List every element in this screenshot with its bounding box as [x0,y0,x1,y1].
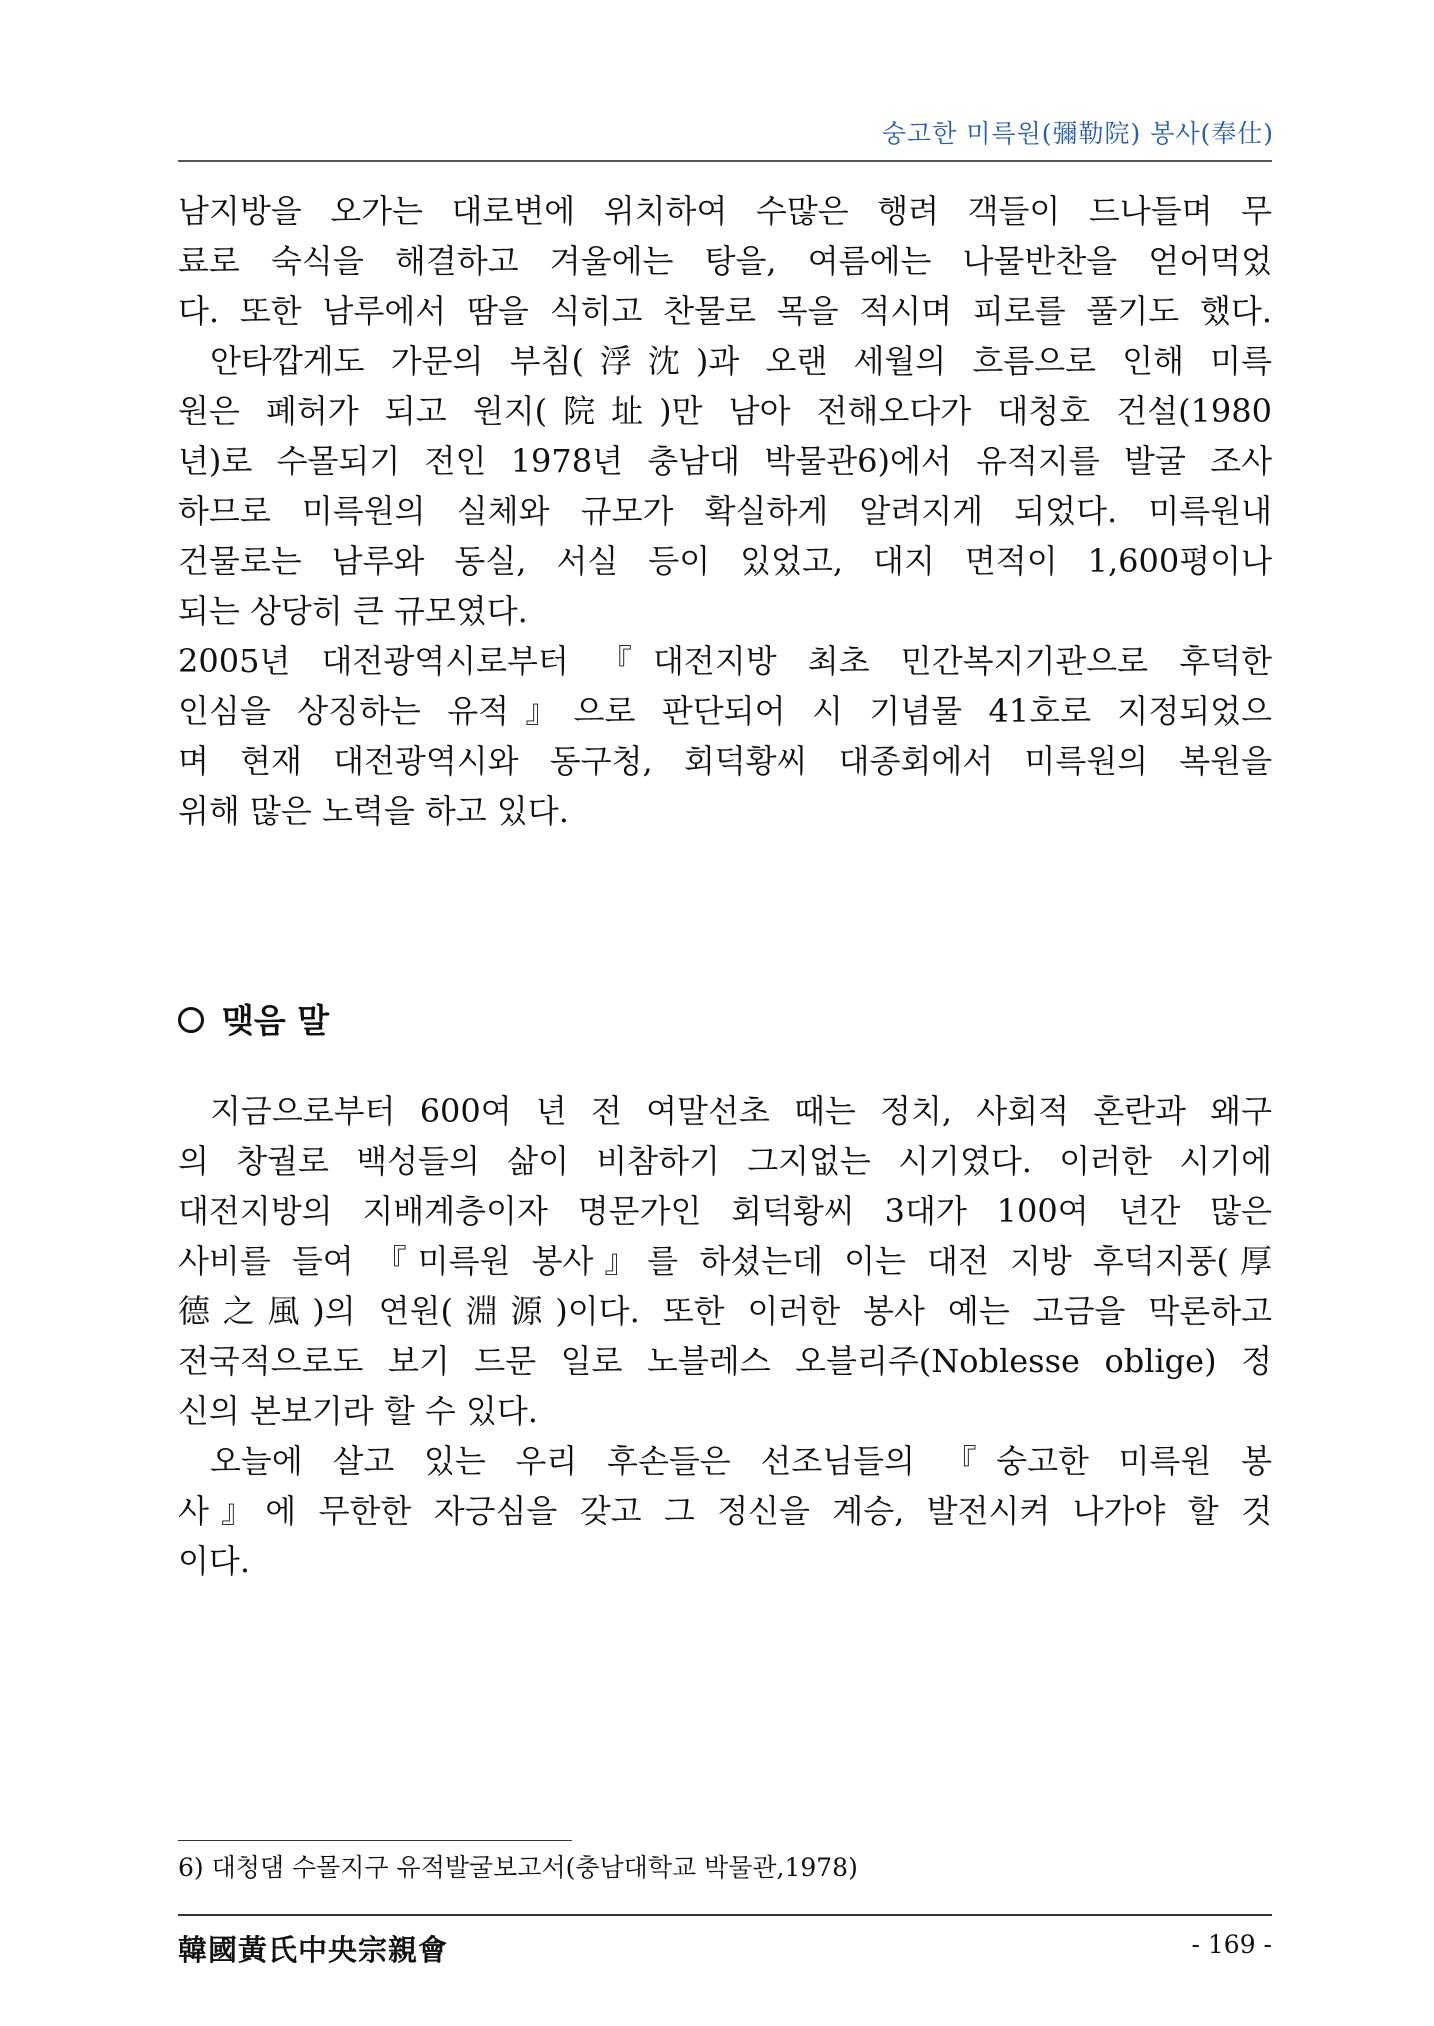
text-line: 인심을 상징하는 유적』으로 판단되어 시 기념물 41호로 지정되었으 [178,692,1272,730]
text-line: 며 현재 대전광역시와 동구청, 회덕황씨 대종회에서 미륵원의 복원을 [178,742,1272,780]
section-heading-text: 맺음 말 [222,1001,330,1040]
text-line: 지금으로부터 600여 년 전 여말선초 때는 정치, 사회적 혼란과 왜구 [210,1092,1272,1130]
text-line: 안타깝게도 가문의 부침(浮沈)과 오랜 세월의 흐름으로 인해 미륵 [210,342,1272,380]
footer-divider [178,1914,1272,1916]
text-line: 대전지방의 지배계층이자 명문가인 회덕황씨 3대가 100여 년간 많은 [178,1192,1272,1230]
text-line: 료로 숙식을 해결하고 겨울에는 탕을, 여름에는 나물반찬을 얻어먹었 [178,242,1272,280]
text-line: 신의 본보기라 할 수 있다. [178,1392,538,1430]
text-line: 사비를 들여 『미륵원 봉사』를 하셨는데 이는 대전 지방 후덕지풍(厚 [178,1242,1272,1280]
text-line: 오늘에 살고 있는 우리 후손들은 선조님들의 『숭고한 미륵원 봉 [210,1442,1272,1480]
text-line: 의 창궐로 백성들의 삶이 비참하기 그지없는 시기였다. 이러한 시기에 [178,1142,1272,1180]
text-line: 다. 또한 남루에서 땀을 식히고 찬물로 목을 적시며 피로를 풀기도 했다. [178,292,1272,330]
footnote: 6) 대청댐 수몰지구 유적발굴보고서(충남대학교 박물관,1978) [178,1853,858,1882]
page-number: - 169 - [1191,1930,1272,1959]
text-line: 德之風)의 연원(淵源)이다. 또한 이러한 봉사 예는 고금을 막론하고 [178,1292,1272,1330]
text-line: 2005년 대전광역시로부터 『대전지방 최초 민간복지기관으로 후덕한 [178,642,1272,680]
text-line: 되는 상당히 큰 규모였다. [178,592,528,630]
text-line: 이다. [178,1542,250,1580]
footer-organization: 韓國黃氏中央宗親會 [178,1933,449,1967]
text-line: 년)로 수몰되기 전인 1978년 충남대 박물관6)에서 유적지를 발굴 조사 [178,442,1272,480]
header-divider [178,160,1272,162]
section-heading [178,996,329,1046]
text-line: 위해 많은 노력을 하고 있다. [178,792,569,830]
text-line: 사』에 무한한 자긍심을 갖고 그 정신을 계승, 발전시켜 나가야 할 것 [178,1492,1272,1530]
text-line: 남지방을 오가는 대로변에 위치하여 수많은 행려 객들이 드나들며 무 [178,192,1272,230]
text-line: 전국적으로도 보기 드문 일로 노블레스 오블리주(Noblesse oblige) 정 [178,1342,1272,1380]
text-line: 하므로 미륵원의 실체와 규모가 확실하게 알려지게 되었다. 미륵원내 [178,492,1272,530]
text-line: 원은 폐허가 되고 원지(院址)만 남아 전해오다가 대청호 건설(1980 [178,392,1272,430]
text-line: 건물로는 남루와 동실, 서실 등이 있었고, 대지 면적이 1,600평이나 [178,542,1272,580]
running-header-title: 숭고한 미륵원(彌勒院) 봉사(奉仕) [881,119,1274,148]
footnote-divider [178,1840,572,1841]
circle-bullet-icon [178,1007,204,1033]
